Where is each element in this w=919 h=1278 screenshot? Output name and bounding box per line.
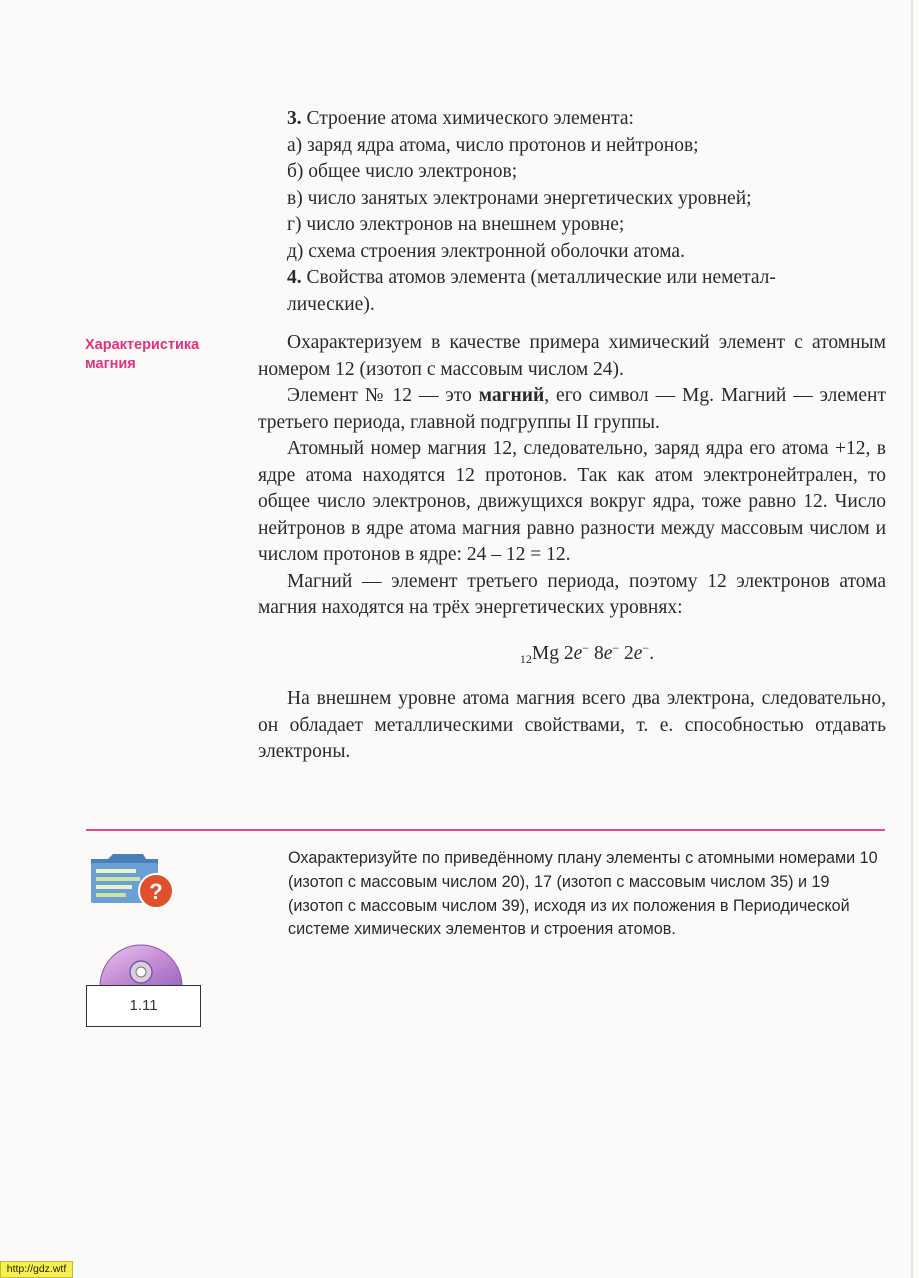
cd-disc-icon <box>98 930 184 986</box>
plan-item-3-number: 3. <box>287 108 302 129</box>
svg-text:?: ? <box>149 879 163 904</box>
section-side-heading <box>85 336 235 374</box>
plan-item-4 <box>258 265 886 292</box>
magnesium-description <box>258 330 886 766</box>
formula-symbol: Mg <box>531 642 560 664</box>
formula-charge-3: − <box>642 640 650 655</box>
magnesium-bold: магний <box>478 385 545 406</box>
watermark-link[interactable]: http://gdz.wtf <box>0 1261 73 1278</box>
formula-shell-1-count: 2 <box>563 642 574 664</box>
plan-sub-d: д) схема строения электронной оболочки атома. <box>287 240 685 262</box>
paragraph-2 <box>258 383 886 436</box>
plan-sub-g: г) число электронов на внешнем уровне; <box>287 214 625 235</box>
task-text: Охарактеризуйте по приведённому плану элементы с атомными номерами 10 (изотоп с массовым числом 20), 17 (изотоп с массовым числом 35) и 19 (изотоп с массовым числом 39), исходя из их положения в Периодической системе химических элементов и строения атомов. <box>288 849 878 939</box>
paragraph-4: Магний — элемент третьего периода, поэтому 12 электронов атома магния находятся на трёх энергетических уровнях: <box>258 570 886 618</box>
plan-sub-a: а) заряд ядра атома, число протонов и нейтронов; <box>287 134 699 156</box>
formula-electron-3: e <box>633 642 643 664</box>
section-divider <box>86 829 885 831</box>
plan-list <box>258 106 886 318</box>
paragraph-5: На внешнем уровне атома магния всего два электрона, следовательно, он обладает металлическими свойствами, т. е. способностью отдавать электроны. <box>258 688 886 762</box>
plan-item-4-text: Свойства атомов элемента (металлические или неметал- <box>306 267 776 288</box>
media-reference-box: 1.11 <box>86 985 201 1027</box>
side-heading-line1: Характеристика <box>85 337 200 353</box>
paragraph-1: Охарактеризуем в качестве примера химический элемент с атомным номером 12 (изотоп с массовым числом 24). <box>258 332 886 380</box>
paragraph-2-start: Элемент № 12 — это <box>287 385 479 406</box>
folder-question-icon <box>88 849 178 911</box>
plan-item-4-continuation: лические). <box>287 293 375 315</box>
paragraph-3: Атомный номер магния 12, следовательно, заряд ядра его атома +12, в ядре атома находятся 12 протонов. Так как атом электронейтрален, то общее число электронов, движущихся вокруг ядра, тоже равно 12. Число нейтронов в ядре атома магния равно разности между массовым числом и числом протонов в ядре: 24 – 12 = 12. <box>258 438 886 565</box>
formula-shell-3-count: 2 <box>624 642 634 664</box>
formula-end: . <box>649 642 655 664</box>
formula-charge-2: − <box>612 640 620 655</box>
formula-charge-1: − <box>582 640 590 655</box>
side-heading-line2: магния <box>85 356 136 372</box>
plan-sub-b: б) общее число электронов; <box>287 161 518 182</box>
formula-shell-2-count: 8 <box>593 642 604 664</box>
electron-config-formula <box>258 635 886 673</box>
plan-item-4-number: 4. <box>287 267 302 288</box>
paragraph-2-end: , его символ — Mg. Магний — элемент третьего периода, главной подгруппы II группы. <box>258 385 887 433</box>
plan-item-3 <box>258 106 886 133</box>
formula-atomic-number: 12 <box>519 651 532 666</box>
formula-electron-2: e <box>603 642 613 664</box>
page-edge <box>911 0 913 1278</box>
plan-sub-v: в) число занятых электронами энергетических уровней; <box>287 187 752 209</box>
formula-electron-1: e <box>573 642 583 664</box>
plan-item-3-text: Строение атома химического элемента: <box>306 108 634 129</box>
